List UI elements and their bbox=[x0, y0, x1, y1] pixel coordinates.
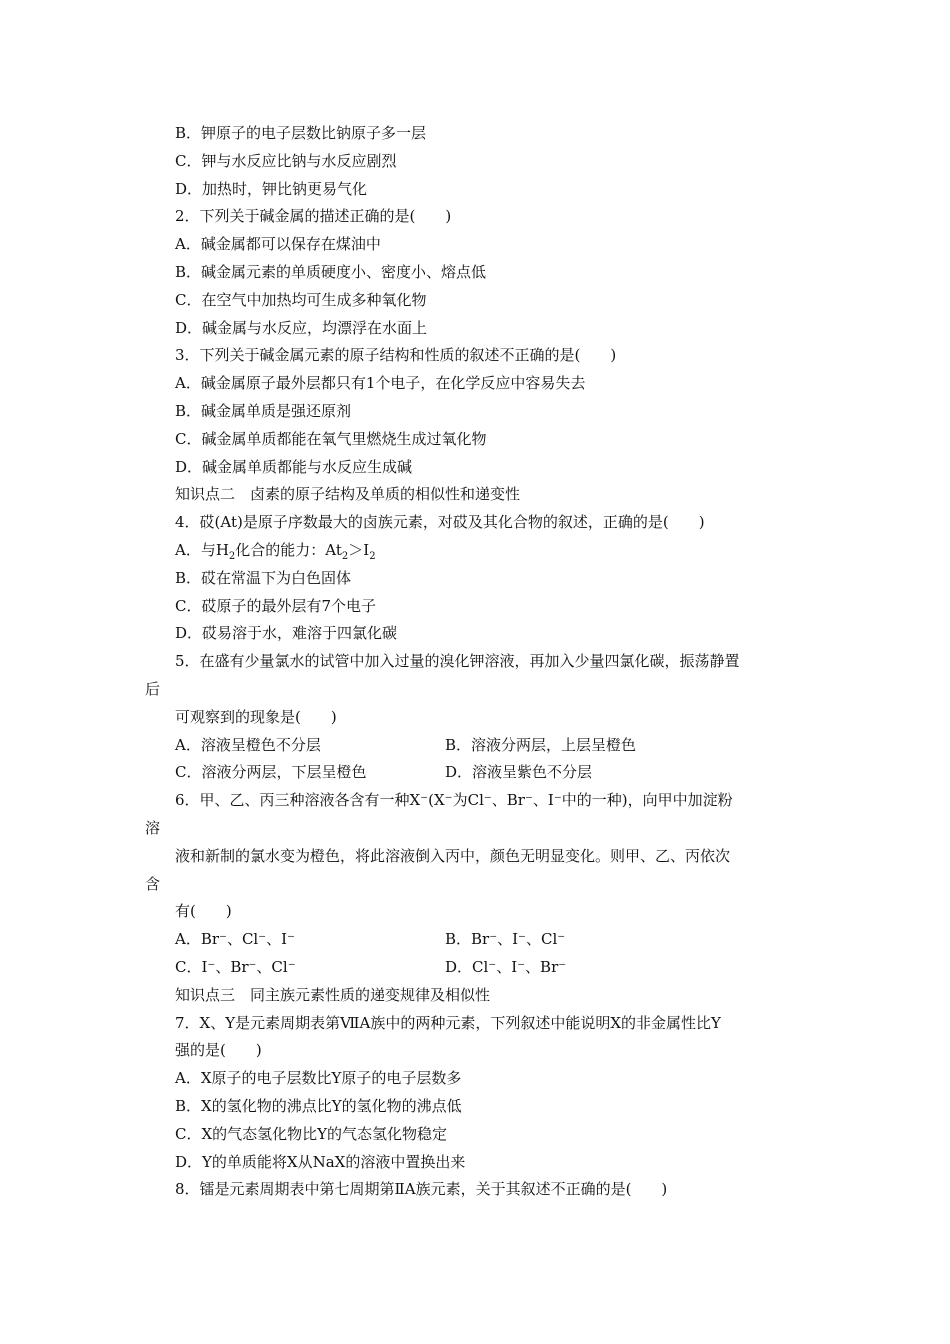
option-d-q7: D．Y的单质能将X从NaX的溶液中置换出来 bbox=[175, 1153, 466, 1171]
option-b-q3: B．碱金属单质是强还原剂 bbox=[175, 402, 352, 420]
option-c-q5: C．溶液分两层，下层呈橙色 bbox=[175, 763, 367, 781]
option-d-q1: D．加热时，钾比钠更易气化 bbox=[175, 180, 368, 198]
option-a-q4 bbox=[175, 540, 376, 560]
question-6-cont-2: 有( ) bbox=[175, 902, 232, 920]
question-7-cont: 强的是( ) bbox=[175, 1041, 262, 1059]
question-5-cont: 可观察到的现象是( ) bbox=[175, 708, 337, 726]
subscript: 2 bbox=[228, 551, 236, 562]
option-a-q7: A．X原子的电子层数比Y原子的电子层数多 bbox=[175, 1069, 462, 1087]
question-4: 4．砹(At)是原子序数最大的卤族元素，对砹及其化合物的叙述，正确的是( ) bbox=[175, 513, 705, 531]
subscript: 2 bbox=[369, 551, 376, 562]
option-d-q2: D．碱金属与水反应，均漂浮在水面上 bbox=[175, 319, 428, 337]
question-3: 3．下列关于碱金属元素的原子结构和性质的叙述不正确的是( ) bbox=[175, 346, 617, 364]
option-d-q4: D．砹易溶于水，难溶于四氯化碳 bbox=[175, 624, 398, 642]
option-a-q2: A．碱金属都可以保存在煤油中 bbox=[175, 235, 381, 253]
option-c-q7: C．X的气态氢化物比Y的气态氢化物稳定 bbox=[175, 1125, 448, 1143]
option-a-q3: A．碱金属原子最外层都只有1个电子，在化学反应中容易失去 bbox=[175, 374, 586, 392]
option-b-q4: B．砹在常温下为白色固体 bbox=[175, 569, 352, 587]
question-2: 2．下列关于碱金属的描述正确的是( ) bbox=[175, 207, 452, 225]
option-b-q5: B．溶液分两层，上层呈橙色 bbox=[445, 736, 637, 754]
question-5: 5．在盛有少量氯水的试管中加入过量的溴化钾溶液，再加入少量四氯化碳，振荡静置 bbox=[175, 652, 740, 670]
option-c-q1: C．钾与水反应比钠与水反应剧烈 bbox=[175, 152, 397, 170]
option-a-q4-part: A．与H bbox=[175, 541, 229, 559]
question-6-cont: 液和新制的氯水变为橙色，将此溶液倒入丙中，颜色无明显变化。则甲、乙、丙依次 bbox=[175, 847, 731, 865]
option-c-q4: C．砹原子的最外层有7个电子 bbox=[175, 597, 377, 615]
option-b-q6: B．Br⁻、I⁻、Cl⁻ bbox=[445, 930, 566, 948]
question-6-wrap: 溶 bbox=[145, 819, 161, 837]
option-a-q4-part: 化合的能力：At bbox=[235, 541, 342, 559]
option-a-q5: A．溶液呈橙色不分层 bbox=[175, 736, 321, 754]
option-d-q3: D．碱金属单质都能与水反应生成碱 bbox=[175, 458, 413, 476]
option-c-q3: C．碱金属单质都能在氧气里燃烧生成过氧化物 bbox=[175, 430, 487, 448]
subscript: 2 bbox=[341, 551, 349, 562]
option-a-q6: A．Br⁻、Cl⁻、I⁻ bbox=[175, 930, 295, 948]
question-6: 6．甲、乙、丙三种溶液各含有一种X⁻(X⁻为Cl⁻、Br⁻、I⁻中的一种)，向甲中加淀粉 bbox=[175, 791, 733, 809]
option-d-q6: D．Cl⁻、I⁻、Br⁻ bbox=[445, 958, 567, 976]
option-d-q5: D．溶液呈紫色不分层 bbox=[445, 763, 593, 781]
option-c-q6: C．I⁻、Br⁻、Cl⁻ bbox=[175, 958, 296, 976]
section-heading-3: 知识点三 同主族元素性质的递变规律及相似性 bbox=[175, 986, 491, 1004]
section-heading-2: 知识点二 卤素的原子结构及单质的相似性和递变性 bbox=[175, 485, 521, 503]
option-a-q4-part: ＞I bbox=[348, 541, 370, 559]
option-b-q7: B．X的氢化物的沸点比Y的氢化物的沸点低 bbox=[175, 1097, 462, 1115]
option-b-q1: B．钾原子的电子层数比钠原子多一层 bbox=[175, 124, 427, 142]
option-b-q2: B．碱金属元素的单质硬度小、密度小、熔点低 bbox=[175, 263, 487, 281]
option-c-q2: C．在空气中加热均可生成多种氧化物 bbox=[175, 291, 427, 309]
question-8: 8．镭是元素周期表中第七周期第ⅡA族元素，关于其叙述不正确的是( ) bbox=[175, 1180, 668, 1198]
question-5-wrap: 后 bbox=[145, 680, 161, 698]
question-6-wrap-2: 含 bbox=[145, 875, 161, 893]
question-7: 7．X、Y是元素周期表第ⅦA族中的两种元素，下列叙述中能说明X的非金属性比Y bbox=[175, 1014, 721, 1032]
